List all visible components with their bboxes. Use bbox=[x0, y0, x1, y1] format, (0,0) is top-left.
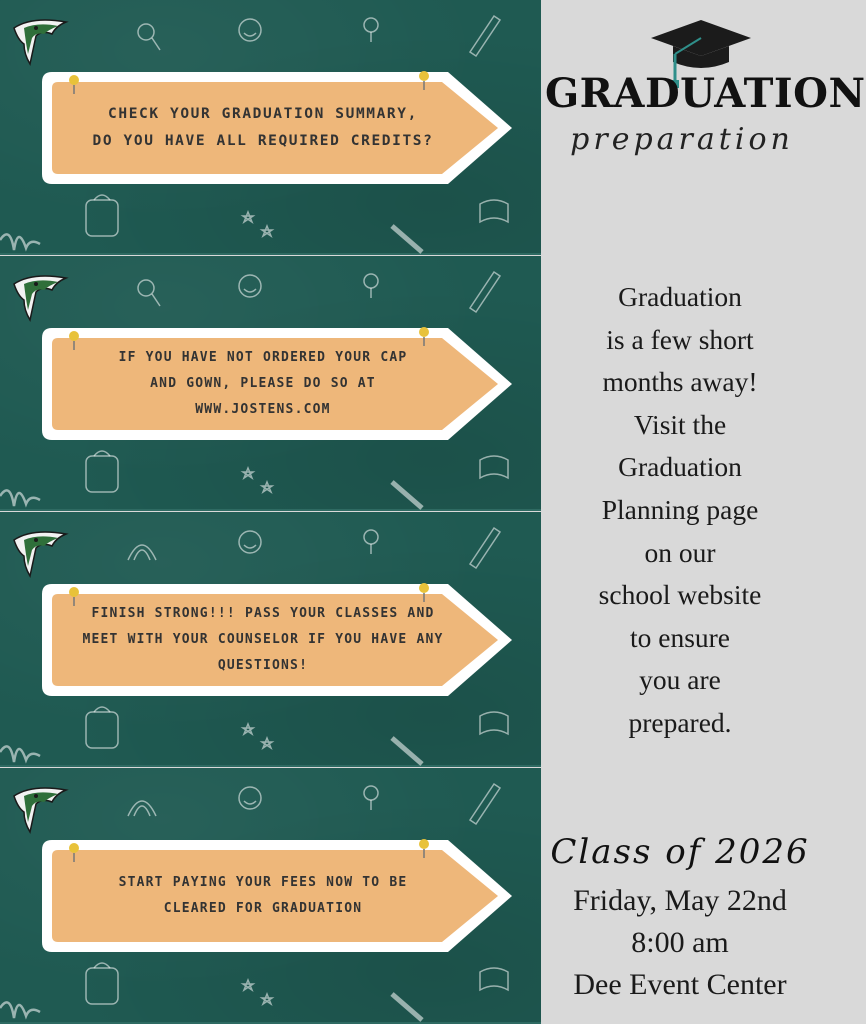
event-date: Friday, May 22nd bbox=[573, 884, 787, 917]
backpack-doodle-icon bbox=[86, 712, 118, 748]
star-doodle-icon bbox=[243, 212, 253, 222]
magnifier-doodle-icon bbox=[138, 280, 154, 296]
star-doodle-icon bbox=[243, 980, 253, 990]
backpack-doodle-icon bbox=[86, 200, 118, 236]
smiley-doodle-icon bbox=[239, 19, 261, 41]
event-details bbox=[541, 880, 819, 1006]
tip-text-2: IF YOU HAVE NOT ORDERED YOUR CAP AND GOWN, PLEASE DO SO AT WWW.JOSTENS.COM bbox=[118, 350, 408, 417]
rainbow-doodle-icon bbox=[128, 801, 156, 816]
squiggle-doodle-icon bbox=[0, 746, 40, 762]
squiggle-doodle-icon bbox=[0, 490, 40, 506]
tip-text-3: FINISH STRONG!!! PASS YOUR CLASSES AND MEET WITH YOUR COUNSELOR IF YOU HAVE ANY QUESTIONS! bbox=[82, 606, 444, 673]
message-line: school website bbox=[598, 579, 762, 611]
squiggle-doodle-icon bbox=[0, 234, 40, 250]
message-line: on our bbox=[644, 536, 716, 568]
book-doodle-icon bbox=[480, 456, 508, 478]
tip-panel-2 bbox=[0, 256, 541, 511]
pushpin-icon bbox=[419, 839, 429, 849]
event-time: 8:00 am bbox=[631, 926, 729, 959]
message-line: to ensure bbox=[629, 621, 731, 653]
pencil-doodle-icon bbox=[470, 16, 500, 56]
pencil-doodle-icon bbox=[470, 784, 500, 824]
pencil-doodle-icon bbox=[470, 272, 500, 312]
tip-text-1: CHECK YOUR GRADUATION SUMMARY, DO YOU HAVE ALL REQUIRED CREDITS? bbox=[92, 106, 434, 149]
globe-doodle-icon bbox=[364, 274, 378, 288]
tip-panel-1 bbox=[0, 0, 541, 255]
tip-panel-3 bbox=[0, 512, 541, 767]
falcon-logo-icon bbox=[12, 782, 68, 836]
book-doodle-icon bbox=[480, 712, 508, 734]
tip-text-4: START PAYING YOUR FEES NOW TO BE CLEARED FOR GRADUATION bbox=[118, 875, 408, 916]
ruler-doodle-icon bbox=[392, 738, 422, 764]
globe-doodle-icon bbox=[364, 530, 378, 544]
book-doodle-icon bbox=[480, 200, 508, 222]
message-line: Graduation bbox=[618, 281, 742, 312]
message-line: Visit the bbox=[633, 408, 727, 440]
pencil-doodle-icon bbox=[470, 528, 500, 568]
event-location: Dee Event Center bbox=[573, 968, 787, 1001]
message-line: months away! bbox=[602, 366, 758, 398]
ruler-doodle-icon bbox=[392, 994, 422, 1020]
falcon-logo-icon bbox=[12, 526, 68, 580]
rainbow-doodle-icon bbox=[128, 545, 156, 560]
ruler-doodle-icon bbox=[392, 226, 422, 252]
globe-doodle-icon bbox=[364, 18, 378, 32]
magnifier-doodle-icon bbox=[138, 24, 154, 40]
pushpin-icon bbox=[419, 71, 429, 81]
class-of-label: Class of 2026 bbox=[550, 832, 810, 872]
globe-doodle-icon bbox=[364, 786, 378, 800]
star-doodle-icon bbox=[243, 468, 253, 478]
message-line: is a few short bbox=[606, 323, 754, 355]
message-line: you are bbox=[639, 664, 721, 696]
info-column bbox=[541, 0, 866, 1024]
backpack-doodle-icon bbox=[86, 456, 118, 492]
ruler-doodle-icon bbox=[392, 482, 422, 508]
backpack-doodle-icon bbox=[86, 968, 118, 1004]
smiley-doodle-icon bbox=[239, 787, 261, 809]
falcon-logo-icon bbox=[12, 270, 68, 324]
message-line: prepared. bbox=[628, 706, 732, 738]
smiley-doodle-icon bbox=[239, 275, 261, 297]
smiley-doodle-icon bbox=[239, 531, 261, 553]
message-text bbox=[555, 276, 805, 745]
star-doodle-icon bbox=[243, 724, 253, 734]
pushpin-icon bbox=[419, 327, 429, 337]
page-subtitle: preparation bbox=[570, 122, 794, 157]
book-doodle-icon bbox=[480, 968, 508, 990]
tip-panel-4 bbox=[0, 768, 541, 1024]
message-line: Planning page bbox=[601, 493, 759, 525]
squiggle-doodle-icon bbox=[0, 1002, 40, 1018]
pushpin-icon bbox=[419, 583, 429, 593]
message-line: Graduation bbox=[618, 451, 742, 483]
falcon-logo-icon bbox=[12, 14, 68, 68]
page-title: GRADUATION bbox=[545, 70, 866, 117]
